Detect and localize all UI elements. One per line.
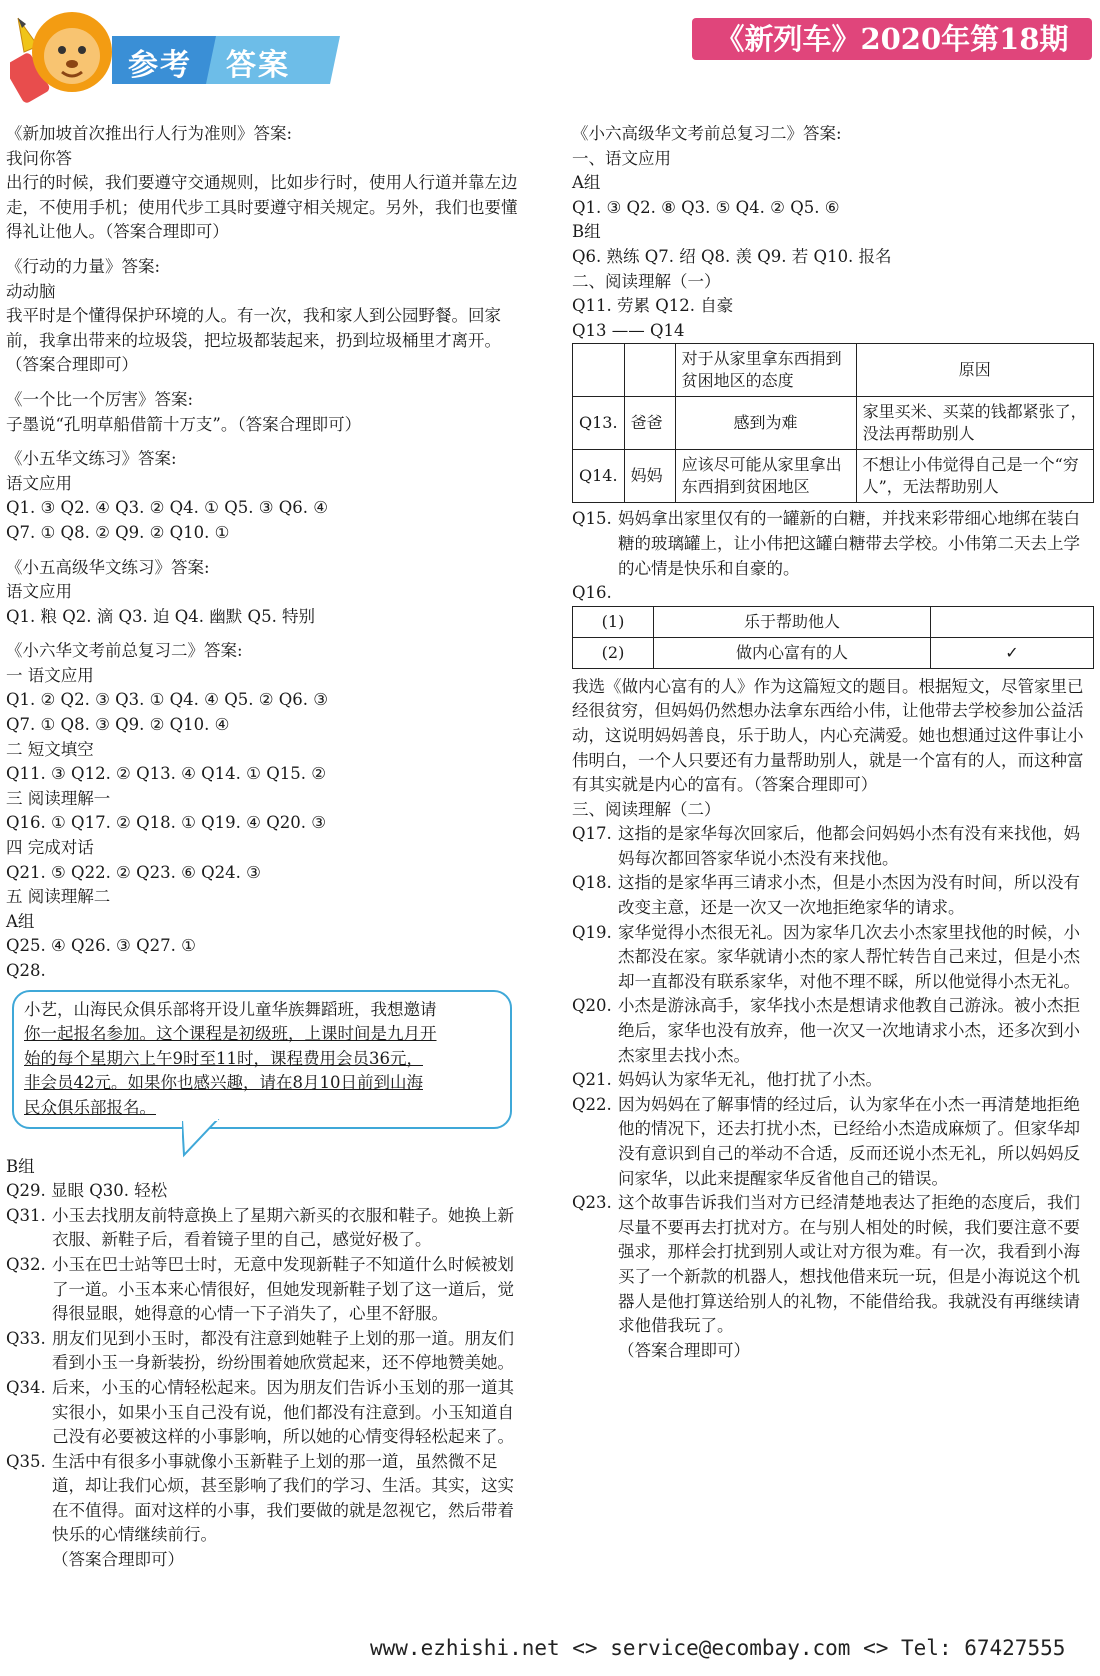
answer-line: Q6. 熟练 Q7. 绍 Q8. 羡 Q9. 若 Q10. 报名	[572, 246, 892, 266]
answer-text: 这个故事告诉我们当对方已经清楚地表达了拒绝的态度后，我们尽量不要再去打扰对方。在与别人相处的时候，我们要注意不要强求，那样会打扰到别人或让对方很为难。有一次，我看到小海买了一个新款的机器人，想找他借来玩一玩，但是小海说这个机器人是他打算送给别人的礼物，不能借给我。我就没有再继续请求他借我玩了。	[618, 1193, 1080, 1336]
answer-item	[572, 1093, 1094, 1191]
question-number: Q33.	[6, 1328, 46, 1348]
speech-line: 非会员42元。如果你也感兴趣，请在8月10日前到山海	[24, 1073, 423, 1093]
answer-line: Q7. ① Q8. ② Q9. ② Q10. ①	[6, 522, 230, 542]
answer-line: 我问你答	[6, 148, 72, 168]
section-title: 《小五华文练习》答案:	[6, 449, 177, 469]
table-cell: Q14.	[573, 450, 625, 503]
section-title: 《新加坡首次推出行人行为准则》答案:	[6, 124, 293, 143]
check-icon: ✓	[931, 637, 1094, 668]
table-cell: 妈妈	[624, 450, 675, 503]
answer-text: 朋友们见到小玉时，都没有注意到她鞋子上划的那一道。朋友们看到小玉一身新装扮，纷纷围着她欣赏起来，还不停地赞美她。	[52, 1328, 514, 1373]
table-row	[573, 637, 1094, 668]
answer-line: B组	[572, 222, 601, 242]
answer-text: 因为妈妈在了解事情的经过后，认为家华在小杰一再清楚地拒绝他的情况下，还去打扰小杰，已经给小杰造成麻烦了。但家华却没有意识到自己的举动不合适，反而还说小杰无礼，所以妈妈反问家华，以此来提醒家华反省他自己的错误。	[618, 1094, 1080, 1188]
answer-line: 我平时是个懂得保护环境的人。有一次，我和家人到公园野餐。回家前，我拿出带来的垃圾袋，把垃圾都装起来，扔到垃圾桶里才离开。（答案合理即可）	[6, 306, 501, 375]
question-number: Q20.	[572, 996, 612, 1016]
right-column	[572, 116, 1094, 1363]
answer-item	[6, 1450, 524, 1548]
answer-line: A组	[572, 173, 601, 193]
answer-text: 小玉在巴士站等巴士时，无意中发现新鞋子不知道什么时候被划了一道。小玉本来心情很好，但她发现新鞋子划了这一道后，觉得很显眼，她得意的心情一下子消失了，心里不舒服。	[52, 1254, 514, 1324]
table-cell: 不想让小伟觉得自己是一个“穷人”，无法帮助别人	[856, 450, 1093, 503]
answer-text: 这指的是家华每次回家后，他都会问妈妈小杰有没有来找他，妈妈每次都回答家华说小杰没有来找他。	[618, 824, 1080, 868]
answer-line: 语文应用	[6, 582, 72, 602]
answer-text: 妈妈认为家华无礼，他打扰了小杰。	[618, 1070, 882, 1090]
question-number: Q34.	[6, 1377, 46, 1397]
answer-text: （答案合理即可）	[618, 1340, 750, 1360]
answer-item	[572, 994, 1094, 1068]
table-cell: (2)	[573, 637, 654, 668]
speech-bubble	[12, 990, 512, 1129]
table-cell: 家里买米、买菜的钱都紧张了，没法再帮助别人	[856, 397, 1093, 450]
answer-item	[6, 1253, 524, 1327]
section-title: 《一个比一个厉害》答案:	[6, 389, 194, 409]
question-number: Q15.	[572, 509, 612, 529]
section-title: 《小六高级华文考前总复习二》答案:	[572, 124, 842, 143]
answer-line: Q16. ① Q17. ② Q18. ① Q19. ④ Q20. ③	[6, 813, 327, 833]
answer-line: Q1. ③ Q2. ⑧ Q3. ⑤ Q4. ② Q5. ⑥	[572, 197, 840, 217]
right-answers-bottom	[572, 675, 1094, 1364]
table-head-attitude: 对于从家里拿东西捐到贫困地区的态度	[675, 344, 856, 397]
answer-text: 生活中有很多小事就像小玉新鞋子上划的那一道，虽然微不足道，却让我们心烦，甚至影响了我们的学习、生活。其实，这实在不值得。面对这样的小事，我们要做的就是忽视它，然后带着快乐的心情继续前行。	[52, 1451, 514, 1545]
table-cell: 应该尽可能从家里拿出东西捐到贫困地区	[675, 450, 856, 503]
answer-line: 三、阅读理解（二）	[572, 799, 721, 819]
right-answers-top	[572, 122, 1094, 343]
table-q13-q14	[572, 343, 1094, 503]
answer-text: 妈妈拿出家里仅有的一罐新的白糖，并找来彩带细心地绑在装白糖的玻璃罐上，让小伟把这罐白糖带去学校。小伟第二天去上学的心情是快乐和自豪的。	[618, 509, 1080, 578]
answer-item	[572, 822, 1094, 871]
left-answers-b	[6, 1155, 524, 1573]
answer-item	[572, 921, 1094, 995]
answer-line: Q7. ① Q8. ③ Q9. ② Q10. ④	[6, 715, 230, 735]
answer-line: Q13 —— Q14	[572, 320, 685, 340]
table-cell: 爸爸	[624, 397, 675, 450]
table-head-reason: 原因	[856, 344, 1093, 397]
table-cell: Q13.	[573, 397, 625, 450]
answer-line: Q1. 粮 Q2. 滴 Q3. 迫 Q4. 幽默 Q5. 特别	[6, 606, 316, 626]
answer-line: B组	[6, 1156, 35, 1176]
lion-mascot-icon	[10, 6, 120, 106]
answer-text: 后来，小玉的心情轻松起来。因为朋友们告诉小玉划的那一道其实很小，如果小玉自己没有说，他们都没有注意到。小玉知道自己没有必要被这样的小事影响，所以她的心情变得轻松起来了。	[52, 1377, 514, 1447]
answer-line: Q11. ③ Q12. ② Q13. ④ Q14. ① Q15. ②	[6, 764, 327, 784]
answer-line: 一、语文应用	[572, 148, 671, 168]
table-cell: 做内心富有的人	[654, 637, 931, 668]
speech-line: 小艺，山海民众俱乐部将开设儿童华族舞蹈班，我想邀请	[24, 999, 437, 1019]
issue-title: 《新列车》2020年第18期	[692, 18, 1092, 60]
answer-line: A组	[6, 911, 35, 931]
question-number: Q17.	[572, 824, 612, 844]
answer-line: 动动脑	[6, 281, 56, 301]
question-number: Q22.	[572, 1094, 612, 1114]
answer-line: Q16.	[572, 583, 612, 603]
question-number	[572, 1339, 618, 1364]
right-answers-mid	[572, 507, 1094, 605]
answer-line: Q11. 劳累 Q12. 自豪	[572, 296, 734, 316]
answer-line: Q28.	[6, 961, 46, 980]
answer-item	[572, 1068, 1094, 1093]
answer-text: 小杰是游泳高手，家华找小杰是想请求他教自己游泳。被小杰拒绝后，家华也没有放弃，他一次又一次地请求小杰，还多次到小杰家里去找小杰。	[618, 996, 1080, 1065]
table-cell	[931, 606, 1094, 637]
answer-line: 语文应用	[6, 473, 72, 493]
answer-line: 三 阅读理解一	[6, 788, 111, 808]
answer-item	[572, 871, 1094, 920]
question-number	[6, 1548, 52, 1573]
speech-line: 民众俱乐部报名。	[24, 1097, 156, 1117]
table-cell: 感到为难	[675, 397, 856, 450]
left-column	[6, 116, 524, 1573]
speech-line: 始的每个星期六上午9时至11时，课程费用会员36元，	[24, 1048, 423, 1068]
question-number: Q19.	[572, 922, 612, 942]
answer-item	[6, 1204, 524, 1253]
speech-tail-icon	[182, 1119, 242, 1159]
question-number: Q18.	[572, 873, 612, 893]
table-q16	[572, 606, 1094, 669]
section-title: 《小五高级华文练习》答案:	[6, 557, 210, 577]
table-row	[573, 450, 1094, 503]
answer-line: 子墨说“孔明草船借箭十万支”。（答案合理即可）	[6, 414, 362, 434]
answer-item	[572, 1339, 1094, 1364]
speech-line: 你一起报名参加。这个课程是初级班，上课时间是九月开	[24, 1024, 437, 1044]
ribbon-right-label: 答案	[226, 48, 290, 83]
question-number: Q21.	[572, 1070, 612, 1090]
answer-line: Q21. ⑤ Q22. ② Q23. ⑥ Q24. ③	[6, 862, 261, 882]
answer-line: 四 完成对话	[6, 838, 94, 858]
answer-item	[572, 507, 1094, 581]
answer-line: Q29. 显眼 Q30. 轻松	[6, 1181, 168, 1201]
question-number: Q31.	[6, 1205, 46, 1225]
footer-contact: www.ezhishi.net <> service@ecombay.com <> Tel: 67427555	[370, 1636, 1066, 1660]
answer-line: 二 短文填空	[6, 739, 94, 759]
answer-text: 小玉去找朋友前特意换上了星期六新买的衣服和鞋子。她换上新衣服、新鞋子后，看着镜子里的自己，感觉好极了。	[52, 1205, 514, 1250]
answer-text: 这指的是家华再三请求小杰，但是小杰因为没有时间，所以没有改变主意，还是一次又一次地拒绝家华的请求。	[618, 873, 1080, 918]
answer-line: Q1. ② Q2. ③ Q3. ① Q4. ④ Q5. ② Q6. ③	[6, 690, 329, 710]
page-header	[0, 0, 1100, 110]
answer-line: Q25. ④ Q26. ③ Q27. ①	[6, 936, 196, 956]
section-title: 《行动的力量》答案:	[6, 256, 161, 276]
answer-line: 五 阅读理解二	[6, 887, 111, 907]
answer-line: 我选《做内心富有的人》作为这篇短文的题目。根据短文，尽管家里已经很贫穷，但妈妈仍然想办法拿东西给小伟，让他带去学校参加公益活动，这说明妈妈善良，乐于助人，内心充满爱。她也想通过这件事让小伟明白，一个人只要还有力量帮助别人，就是一个富有的人，而这种富有其实就是内心的富有。（答案合理即可）	[572, 676, 1084, 795]
table-cell: (1)	[573, 606, 654, 637]
answer-line: 出行的时候，我们要遵守交通规则，比如步行时，使用人行道并靠左边走，不使用手机；使用代步工具时要遵守相关规定。另外，我们也要懂得礼让他人。（答案合理即可）	[6, 173, 518, 242]
ribbon-left-label: 参考	[128, 48, 192, 83]
answer-item	[6, 1376, 524, 1450]
table-cell: 乐于帮助他人	[654, 606, 931, 637]
question-number: Q23.	[572, 1193, 612, 1213]
answer-item	[6, 1548, 524, 1573]
question-number: Q32.	[6, 1254, 46, 1274]
answer-line: 一 语文应用	[6, 665, 94, 685]
table-row	[573, 397, 1094, 450]
answer-line: 二、阅读理解（一）	[572, 271, 721, 291]
section-title: 《小六华文考前总复习二》答案:	[6, 641, 243, 661]
question-number: Q35.	[6, 1451, 46, 1471]
answer-line: Q1. ③ Q2. ④ Q3. ② Q4. ① Q5. ③ Q6. ④	[6, 498, 329, 518]
answer-item	[6, 1327, 524, 1376]
table-row	[573, 606, 1094, 637]
left-answers	[6, 122, 524, 984]
answer-text: （答案合理即可）	[52, 1550, 184, 1570]
answer-item	[572, 1191, 1094, 1339]
answer-text: 家华觉得小杰很无礼。因为家华几次去小杰家里找他的时候，小杰都没在家。家华就请小杰的家人帮忙转告自己来过，但是小杰却一直都没有联系家华，对他不理不睬，所以他觉得小杰无礼。	[618, 922, 1080, 991]
